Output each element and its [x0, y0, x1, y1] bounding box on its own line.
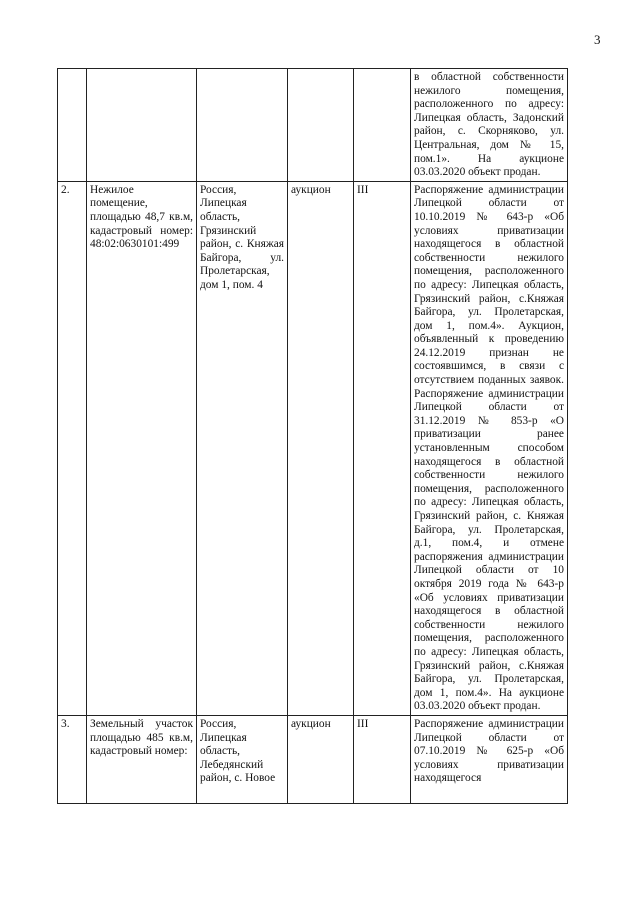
stage	[354, 69, 411, 182]
table-row	[58, 181, 568, 715]
object-description: Земельный участок площадью 485 кв.м, кадастровый номер:	[87, 715, 197, 803]
table-row	[58, 69, 568, 182]
stage: III	[354, 181, 411, 715]
object-address	[197, 69, 288, 182]
decision-text: в областной собственности нежилого помещения, расположенного по адресу: Липецкая область, Задонский район, с. Скорняково, ул. Центральная, дом № 15, пом.1». На аукционе 03.03.2020 объект продан.	[411, 69, 568, 182]
privatization-method	[288, 69, 354, 182]
object-address: Россия, Липецкая область, Грязинский район, с. Княжая Байгора, ул. Пролетарская, дом 1, пом. 4	[197, 181, 288, 715]
row-number	[58, 69, 87, 182]
row-number: 2.	[58, 181, 87, 715]
privatization-table	[57, 68, 568, 804]
object-description	[87, 69, 197, 182]
privatization-method: аукцион	[288, 181, 354, 715]
stage: III	[354, 715, 411, 803]
row-number: 3.	[58, 715, 87, 803]
page-number: 3	[594, 32, 601, 47]
privatization-method: аукцион	[288, 715, 354, 803]
decision-text: Распоряжение администрации Липецкой области от 10.10.2019 № 643-р «Об условиях приватизации находящегося в областной собственности нежилого помещения, расположенного по адресу: Липецкая область, Грязинский район, с.Княжая Байгора, ул. Пролетарская, дом 1, пом.4». Аукцион, объявленный к проведению 24.12.2019 признан не состоявшимся, в связи с отсутствием поданных заявок. Распоряжение администрации Липецкой области от 31.12.2019 № 853-р «О приватизации ранее установленным способом находящегося в областной собственности нежилого помещения, расположенного по адресу: Липецкая область, Грязинский район, с. Княжая Байгора, ул. Пролетарская, д.1, пом.4, и отмене распоряжения администрации Липецкой области от 10 октября 2019 года № 643-р «Об условиях приватизации находящегося в областной собственности нежилого помещения, расположенного по адресу: Липецкая область, Грязинский район, с.Княжая Байгора, ул. Пролетарская, дом 1, пом.4». На аукционе 03.03.2020 объект продан.	[411, 181, 568, 715]
table-row	[58, 715, 568, 803]
object-address: Россия, Липецкая область, Лебедянский район, с. Новое	[197, 715, 288, 803]
object-description: Нежилое помещение, площадью 48,7 кв.м, кадастровый номер: 48:02:0630101:499	[87, 181, 197, 715]
decision-text: Распоряжение администрации Липецкой области от 07.10.2019 № 625-р «Об условиях приватизации находящегося	[411, 715, 568, 803]
